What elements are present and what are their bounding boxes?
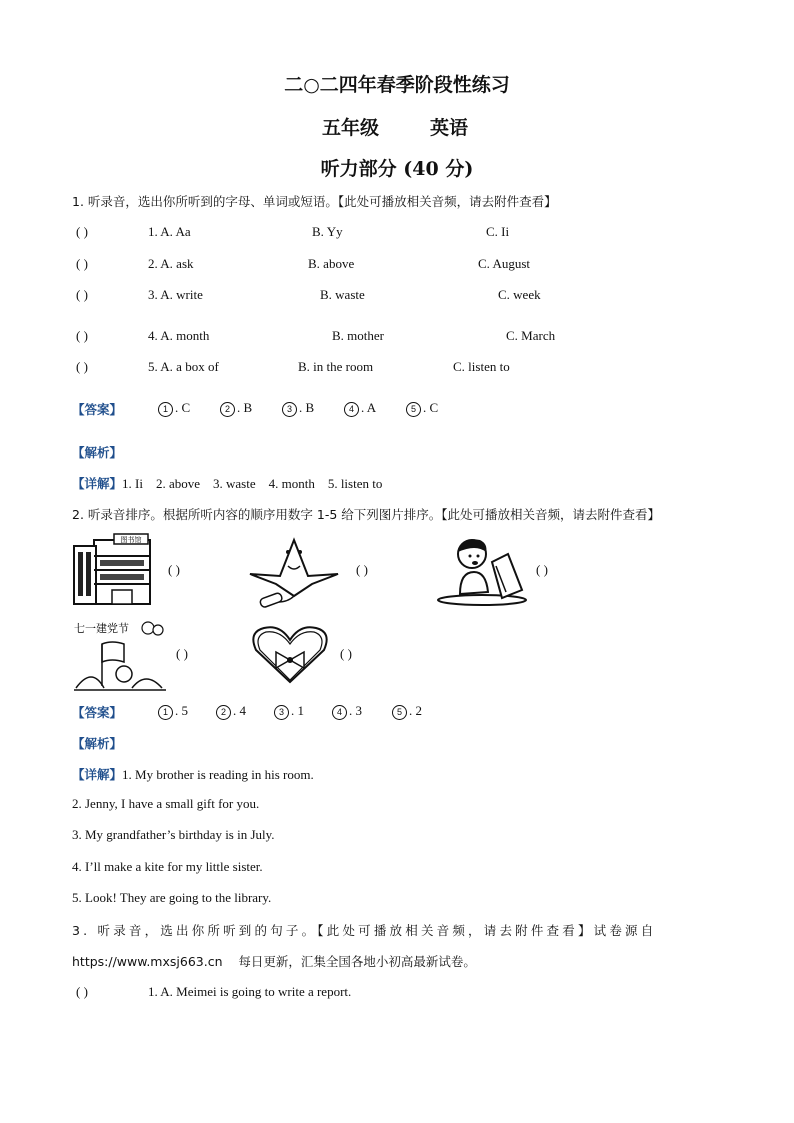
option-b: B. in the room [298, 359, 374, 374]
section-title: 听力部分 (40 分) [320, 158, 474, 180]
boy-reading-icon [436, 532, 528, 606]
detail-line: 2. Jenny, I have a small gift for you. [72, 796, 260, 811]
grade-label: 五年级 [322, 117, 380, 139]
answer-blank[interactable]: ( ) [76, 224, 88, 239]
answer-blank[interactable]: ( ) [76, 359, 88, 374]
option-b: B. above [308, 256, 355, 271]
detail-line: 【详解】1. My brother is reading in his room. [72, 767, 314, 782]
detail-line: 【详解】1. Ii 2. above 3. waste 4. month 5. listen to [72, 476, 383, 491]
option-a: 4. A. month [148, 328, 210, 343]
q3-prompt: 3. 听录音，选出你所听到的句子。【此处可播放相关音频，请去附件查看】试卷源自 [72, 923, 657, 938]
detail-line: 3. My grandfather’s birthday is in July. [72, 827, 275, 842]
answer-item: 4 . 3 [332, 703, 362, 720]
answer-tag: 【答案】 [72, 705, 123, 720]
answer-item: 1 . 5 [158, 703, 188, 720]
option-a: 2. A. ask [148, 256, 194, 271]
answer-blank[interactable]: ( ) [76, 984, 88, 999]
option-b: B. waste [320, 287, 365, 302]
analysis-tag: 【解析】 [72, 736, 123, 751]
option-a: 1. A. Aa [148, 224, 191, 239]
q1-prompt: 1. 听录音，选出你所听到的字母、单词或短语。【此处可播放相关音频，请去附件查看】 [72, 194, 557, 209]
answer-item: 2 . B [220, 400, 252, 417]
answer-tag: 【答案】 [72, 402, 123, 417]
q2-prompt: 2. 听录音排序。根据所听内容的顺序用数字 1-5 给下列图片排序。【此处可播放相关音频，请去附件查看】 [72, 507, 661, 522]
answer-item: 1 . C [158, 400, 190, 417]
answer-item: 2 . 4 [216, 703, 246, 720]
svg-text:图书馆: 图书馆 [120, 536, 142, 544]
answer-item: 3 . B [282, 400, 314, 417]
kite-icon [248, 536, 340, 610]
subject-label: 英语 [430, 117, 469, 139]
answer-item: 3 . 1 [274, 703, 304, 720]
q3-source-line: https://www.mxsj663.cn 每日更新，汇集全国各地小初高最新试卷。 [72, 954, 476, 969]
q3-option-a: 1. A. Meimei is going to write a report. [148, 984, 352, 999]
answer-blank[interactable]: ( ) [356, 562, 368, 577]
answer-item: 5 . 2 [392, 703, 422, 720]
library-building-icon [72, 532, 158, 606]
option-a: 5. A. a box of [148, 359, 219, 374]
option-c: C. listen to [453, 359, 510, 374]
detail-line: 4. I’ll make a kite for my little sister. [72, 859, 263, 874]
answer-blank[interactable]: ( ) [76, 256, 88, 271]
answer-item: 5 . C [406, 400, 438, 417]
option-c: C. August [478, 256, 531, 271]
analysis-tag: 【解析】 [72, 445, 123, 460]
option-b: B. mother [332, 328, 384, 343]
answer-blank[interactable]: ( ) [76, 328, 88, 343]
heart-gift-box-icon [250, 622, 330, 686]
party-founding-day-icon [72, 616, 168, 692]
answer-blank[interactable]: ( ) [536, 562, 548, 577]
svg-text:七一建党节: 七一建党节 [74, 622, 129, 635]
page-title: 二○二四年春季阶段性练习 [284, 74, 510, 96]
option-c: C. March [506, 328, 556, 343]
answer-blank[interactable]: ( ) [76, 287, 88, 302]
option-c: C. week [498, 287, 541, 302]
answer-blank[interactable]: ( ) [176, 646, 188, 661]
option-c: C. Ii [486, 224, 510, 239]
option-b: B. Yy [312, 224, 343, 239]
answer-blank[interactable]: ( ) [340, 646, 352, 661]
answer-blank[interactable]: ( ) [168, 562, 180, 577]
option-a: 3. A. write [148, 287, 203, 302]
answer-item: 4 . A [344, 400, 376, 417]
detail-line: 5. Look! They are going to the library. [72, 890, 272, 905]
